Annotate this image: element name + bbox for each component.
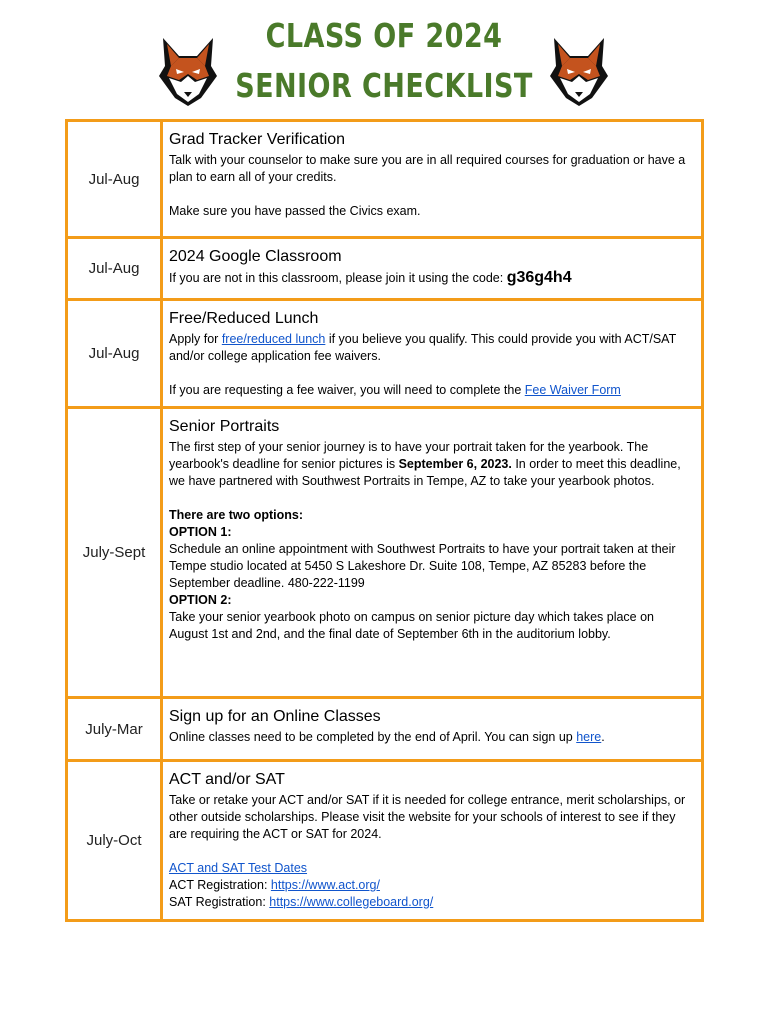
task-text: Make sure you have passed the Civics exam. [169,204,421,218]
free-reduced-lunch-link[interactable]: free/reduced lunch [221,332,326,346]
checklist-table [65,119,704,922]
sat-registration-label: SAT Registration: [169,895,270,909]
task-cell [162,121,703,238]
classroom-code: g36g4h4 [506,269,572,286]
task-cell [162,698,703,761]
table-row [67,408,703,698]
timeframe: July-Sept [67,408,162,698]
task-text: If you are requesting a fee waiver, you will need to complete the [169,383,525,397]
table-row [67,121,703,238]
table-row [67,300,703,408]
online-classes-signup-link[interactable]: here [576,730,602,744]
timeframe: Jul-Aug [67,300,162,408]
task-text: If you are not in this classroom, please join it using the code: [169,271,507,285]
table-row [67,698,703,761]
act-registration-link[interactable]: https://www.act.org/ [270,878,380,892]
timeframe: Jul-Aug [67,121,162,238]
table-row [67,238,703,300]
task-cell [162,761,703,921]
test-dates-link[interactable]: ACT and SAT Test Dates [169,861,308,875]
timeframe: July-Oct [67,761,162,921]
task-text: Apply for [169,332,222,346]
fox-mascot-icon [157,36,219,108]
task-title: 2024 Google Classroom [169,248,342,265]
option2-text: Take your senior yearbook photo on campus on senior picture day which takes place on August 1st and 2nd, and the final date of September 6th in the auditorium lobby. [169,610,655,641]
task-text: Online classes need to be completed by the end of April. You can sign up [169,730,577,744]
task-title: Senior Portraits [169,418,280,435]
task-text: if you believe you qualify. This could provide you with ACT/SAT and/or college application fee waivers. [169,332,677,363]
task-text: The first step of your senior journey is to have your portrait taken for the yearbook. The yearbook's deadline for senior pictures is [169,440,649,471]
task-title: ACT and/or SAT [169,771,285,788]
task-title: Grad Tracker Verification [169,131,346,148]
page-title-line1: CLASS OF 2024 [265,16,503,55]
fox-mascot-icon [548,36,610,108]
task-cell [162,300,703,408]
deadline-date: September 6, 2023. [398,457,512,471]
task-cell [162,238,703,300]
table-row [67,761,703,921]
option1-label: OPTION 1: [169,525,232,539]
option2-label: OPTION 2: [169,593,232,607]
task-title: Sign up for an Online Classes [169,708,381,725]
act-registration-label: ACT Registration: [169,878,271,892]
task-title: Free/Reduced Lunch [169,310,319,327]
page-title-line2: SENIOR CHECKLIST [235,66,533,105]
timeframe: July-Mar [67,698,162,761]
task-text: In order to meet this deadline, we have partnered with Southwest Portraits in Tempe, AZ to take your yearbook photos. [169,457,681,488]
timeframe: Jul-Aug [67,238,162,300]
sat-registration-link[interactable]: https://www.collegeboard.org/ [269,895,434,909]
option1-text: Schedule an online appointment with Southwest Portraits to have your portrait taken at their Tempe studio located at 5450 S Lakeshore Dr. Suite 108, Tempe, AZ 85283 before the September deadline. 480-222-1199 [169,542,676,590]
task-cell [162,408,703,698]
options-heading: There are two options: [169,508,304,522]
task-text: . [601,730,605,744]
header [0,10,768,115]
task-text: Talk with your counselor to make sure you are in all required courses for graduation or have a plan to earn all of your credits. [169,153,686,184]
task-text: Take or retake your ACT and/or SAT if it is needed for college entrance, merit scholarships, or other outside scholarships. Please visit the website for your schools of interest to see if they are requiring the ACT or SAT for 2024. [169,793,686,841]
fee-waiver-form-link[interactable]: Fee Waiver Form [524,383,621,397]
